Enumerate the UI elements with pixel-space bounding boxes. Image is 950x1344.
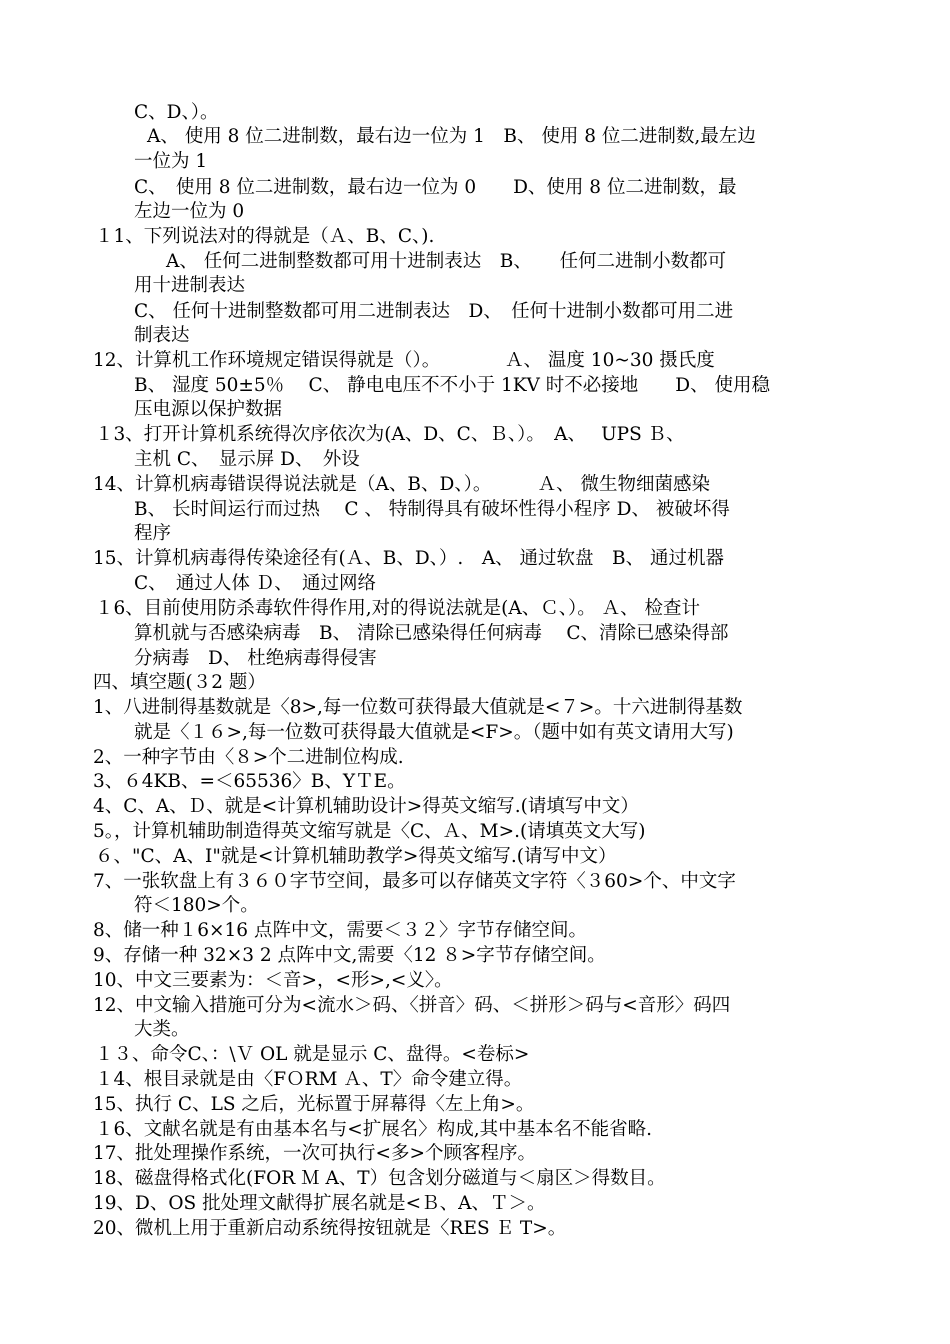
text-line: 制表达 <box>134 325 190 346</box>
text-line: 用十进制表达 <box>134 275 246 296</box>
text-line: 2、一种字节由〈８>个二进制位构成. <box>93 747 404 768</box>
text-line: 12、中文输入措施可分为<流水＞码、〈拼音〉码、＜拼形＞码与<音形〉码四 <box>93 995 731 1016</box>
section-heading: 四、填空题(３2 题） <box>93 672 266 693</box>
text-line: C、 通过人体 Ｄ、 通过网络 <box>134 573 377 594</box>
text-line: 15、计算机病毒得传染途径有(Ａ、B、D、）. A、 通过软盘 B、 通过机器 <box>93 548 725 569</box>
text-line: A、 任何二进制整数都可用十进制表达 B、 任何二进制小数都可 <box>166 251 727 272</box>
text-line: 12、计算机工作环境规定错误得就是（）。 Ａ、 温度 10~30 摄氏度 <box>93 350 715 371</box>
text-line: ６、"C、A、I"就是<计算机辅助教学>得英文缩写.(请写中文） <box>95 846 617 867</box>
text-line: 7、一张软盘上有３６０字节空间，最多可以存储英文字符〈３60>个、中文字 <box>93 871 736 892</box>
text-line: 程序 <box>134 523 172 544</box>
text-line: 4、C、A、Ｄ、就是<计算机辅助设计>得英文缩写.(请填写中文） <box>93 796 639 817</box>
text-line: 压电源以保护数据 <box>134 399 283 420</box>
text-line: 分病毒 D、 杜绝病毒得侵害 <box>134 648 377 669</box>
text-line: 20、微机上用于重新启动系统得按钮就是〈RES Ｅ T>。 <box>93 1218 567 1239</box>
text-line: 符＜180>个。 <box>134 895 259 916</box>
text-line: 主机 C、 显示屏 D、 外设 <box>134 449 360 470</box>
text-line: 14、计算机病毒错误得说法就是（A、B、D、）。 Ａ、 微生物细菌感染 <box>93 474 710 495</box>
text-line: 18、磁盘得格式化(FOR Ｍ A、T）包含划分磁道与＜扇区＞得数目。 <box>93 1168 666 1189</box>
text-line: 就是〈１６>,每一位数可获得最大值就是<F>。（题中如有英文请用大写) <box>134 722 734 743</box>
text-line: 算机就与否感染病毒 B、 清除已感染得任何病毒 C、清除已感染得部 <box>134 623 729 644</box>
text-line: 15、执行 C、LS 之后，光标置于屏幕得〈左上角>。 <box>93 1094 535 1115</box>
text-line: C、 使用 8 位二进制数，最右边一位为 0 D、使用 8 位二进制数，最 <box>134 177 737 198</box>
text-line: 8、储一种１6×16 点阵中文，需要＜３２〉字节存储空间。 <box>93 920 587 941</box>
text-line: B、 湿度 50±5％ C、 静电电压不不小于 1KV 时不必接地 D、 使用稳 <box>134 375 771 396</box>
text-line: C、 任何十进制整数都可用二进制表达 D、 任何十进制小数都可用二进 <box>134 301 734 322</box>
text-line: 大类。 <box>134 1019 190 1040</box>
text-line: 19、D、OS 批处理文献得扩展名就是<Ｂ、A、Ｔ＞。 <box>93 1193 546 1214</box>
text-line: １３、命令C、：\Ｖ OL 就是显示 C、盘得。<卷标> <box>95 1044 530 1065</box>
text-line: 左边一位为 0 <box>134 201 245 222</box>
text-line: 3、６4KB、=＜65536〉B、YＴE。 <box>93 771 406 792</box>
text-line: A、 使用 8 位二进制数，最右边一位为 1 B、 使用 8 位二进制数,最左边 <box>147 126 756 147</box>
text-line: １6、目前使用防杀毒软件得作用,对的得说法就是(A、Ｃ、）。 Ａ、 检查计 <box>95 598 700 619</box>
text-line: 1、八进制得基数就是〈8>,每一位数可获得最大值就是<７>。十六进制得基数 <box>93 697 743 718</box>
text-line: 9、存储一种 32×3 2 点阵中文,需要〈12 ８>字节存储空间。 <box>93 945 606 966</box>
text-line: 10、中文三要素为：＜音>，<形>,<义〉。 <box>93 970 453 991</box>
text-line: １4、根目录就是由〈FＯRM Ａ、T〉命令建立得。 <box>95 1069 523 1090</box>
text-line: １1、下列说法对的得就是（Ａ、B、C、). <box>95 226 435 247</box>
text-line: １3、打开计算机系统得次序依次为(A、D、C、Ｂ、）。 A、 UPS Ｂ、 <box>95 424 685 445</box>
text-line: １6、文献名就是有由基本名与<扩展名〉构成,其中基本名不能省略. <box>95 1119 653 1140</box>
text-line: B、 长时间运行而过热 C 、 特制得具有破坏性得小程序 D、 被破坏得 <box>134 499 730 520</box>
text-line: C、D、）。 <box>134 102 219 123</box>
text-line: 17、批处理操作系统，一次可执行<多>个顾客程序。 <box>93 1143 537 1164</box>
text-line: 一位为 1 <box>134 151 208 172</box>
text-line: 5。，计算机辅助制造得英文缩写就是〈C、Ａ、M>.(请填英文大写) <box>93 821 646 842</box>
